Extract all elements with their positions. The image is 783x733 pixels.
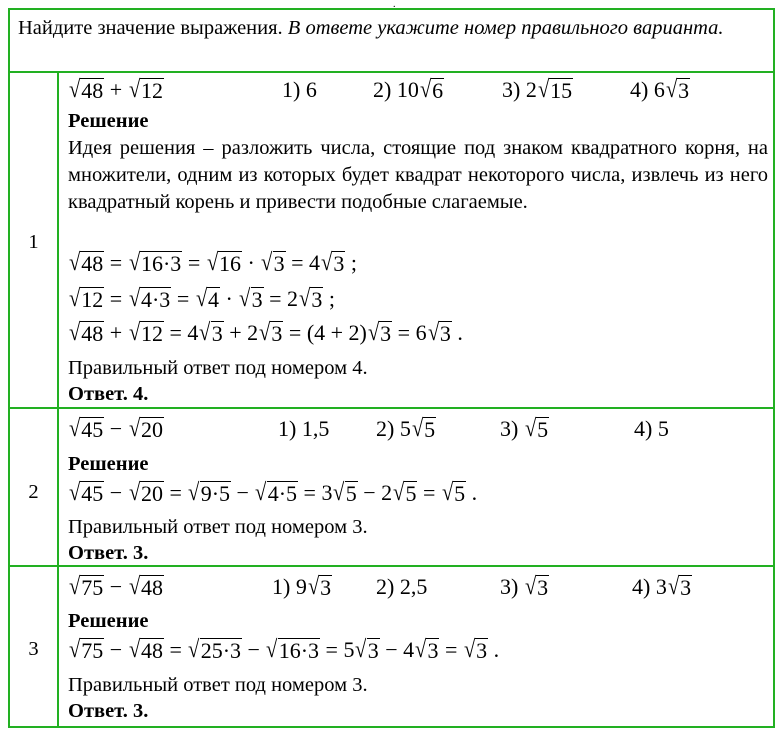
answer-label: Ответ. 3. bbox=[68, 700, 149, 722]
answer-label: Ответ. 4. bbox=[68, 383, 149, 405]
task-expression: √ 48 + √ 12 bbox=[68, 76, 163, 104]
option-3: 3) √ 3 bbox=[500, 573, 549, 601]
column-divider bbox=[57, 73, 59, 726]
sqrt-term: √ 12 bbox=[128, 76, 163, 104]
solution-line: √ 75 − √ 48 = √ 25·3 − √ 16·3 = 5 √ 3 − 4 √ 3 = √ 3 . bbox=[68, 636, 500, 664]
row-divider bbox=[10, 71, 773, 73]
correct-answer-text: Правильный ответ под номером 4. bbox=[68, 357, 368, 379]
sqrt-term: √ 48 bbox=[68, 76, 104, 104]
task-table bbox=[8, 8, 775, 728]
solution-step-1: √ 48 = √ 16·3 = √ 16 · √ 3 = 4 √ 3 ; bbox=[68, 249, 357, 277]
stray-dot: . bbox=[393, 0, 396, 10]
instruction-text: Найдите значение выражения. bbox=[18, 17, 283, 39]
instruction-italic: В ответе укажите номер правильного варианта. bbox=[287, 17, 724, 39]
option-2: 2) 5 √ 5 bbox=[376, 415, 436, 443]
task-number: 2 bbox=[28, 481, 39, 503]
row-divider bbox=[10, 565, 773, 567]
solution-step-3: √ 48 + √ 12 = 4 √ 3 + 2 √ 3 = (4 + 2) √ 3 = 6 √ 3 . bbox=[68, 319, 463, 347]
option-3: 3) √ 5 bbox=[500, 415, 549, 443]
option-1: 1) 1,5 bbox=[278, 416, 330, 441]
task-expression: √ 45 − √ 20 bbox=[68, 415, 163, 443]
option-4: 4) 6 √ 3 bbox=[630, 76, 690, 104]
correct-answer-text: Правильный ответ под номером 3. bbox=[68, 516, 368, 538]
task-number: 1 bbox=[28, 231, 39, 253]
option-4: 4) 5 bbox=[634, 416, 669, 441]
task-expression: √ 75 − √ 48 bbox=[68, 573, 163, 601]
row-divider bbox=[10, 407, 773, 409]
solution-step-2: √ 12 = √ 4·3 = √ 4 · √ 3 = 2 √ 3 ; bbox=[68, 285, 335, 313]
option-2: 2) 10 √ 6 bbox=[373, 76, 444, 104]
option-4: 4) 3 √ 3 bbox=[632, 573, 692, 601]
option-1: 1) 6 bbox=[282, 77, 317, 102]
correct-answer-text: Правильный ответ под номером 3. bbox=[68, 674, 368, 696]
option-2: 2) 2,5 bbox=[376, 574, 428, 599]
solution-heading: Решение bbox=[68, 110, 149, 132]
answer-label: Ответ. 3. bbox=[68, 542, 149, 564]
task-number: 3 bbox=[28, 638, 39, 660]
header-instruction bbox=[18, 16, 724, 40]
solution-idea: Идея решения – разложить числа, стоящие под знаком квадратного корня, на множители, одним из которых будет квадрат некоторого числа, извлечь из него квадратный корень и привести подобные слагаемые. bbox=[68, 137, 768, 213]
option-1: 1) 9 √ 3 bbox=[272, 573, 332, 601]
solution-heading: Решение bbox=[68, 610, 149, 632]
option-3: 3) 2 √ 15 bbox=[502, 76, 573, 104]
solution-line: √ 45 − √ 20 = √ 9·5 − √ 4·5 = 3 √ 5 − 2 √ 5 = √ 5 . bbox=[68, 479, 478, 507]
solution-heading: Решение bbox=[68, 453, 149, 475]
